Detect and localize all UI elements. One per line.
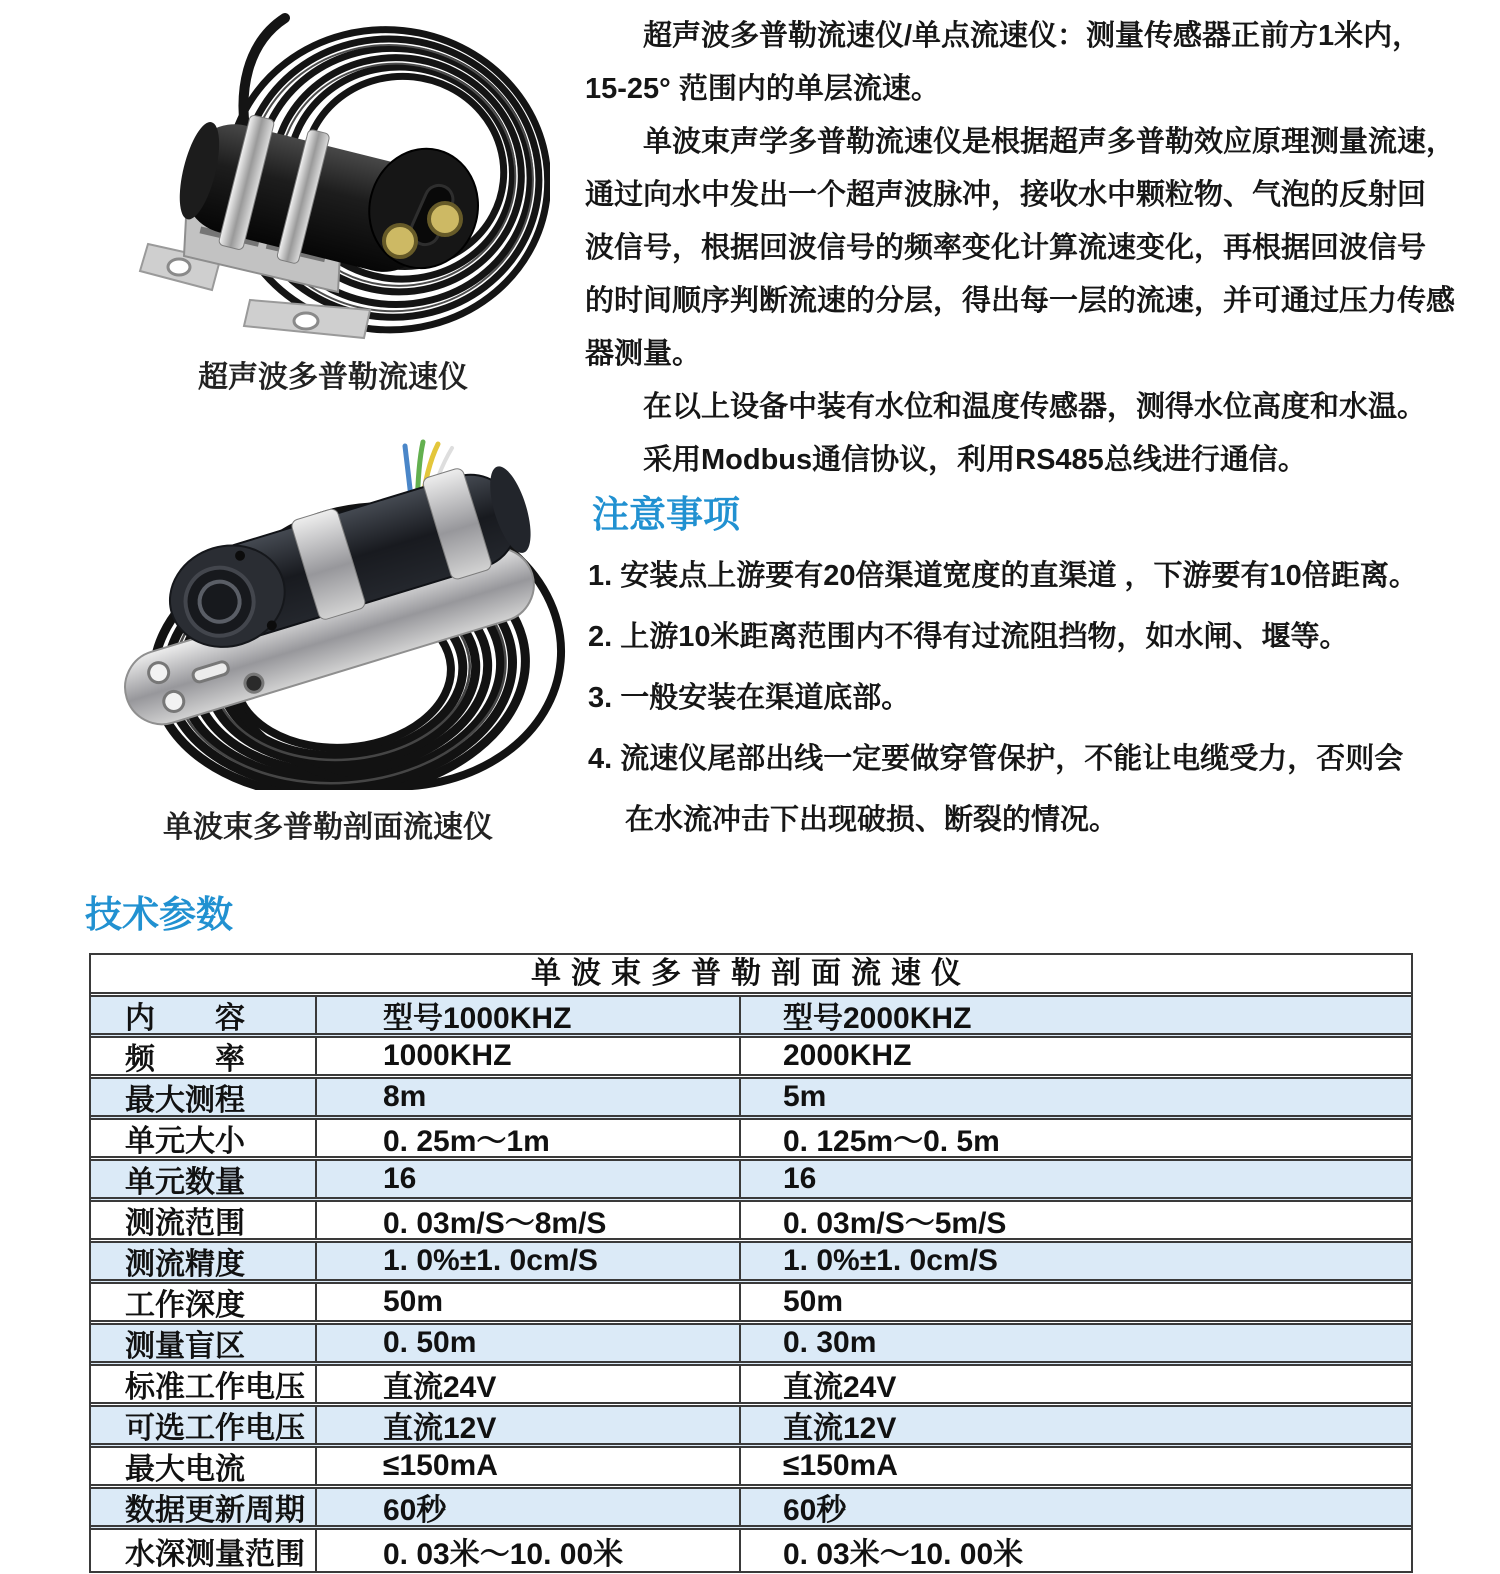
spec-cell: 标准工作电压	[91, 1366, 317, 1402]
spec-row	[91, 1120, 1411, 1161]
spec-cell: 60秒	[783, 1494, 847, 1527]
spec-row	[91, 1243, 1411, 1284]
precaution-item: 2. 上游10米距离范围内不得有过流阻挡物，如水闸、堰等。	[588, 621, 1349, 653]
profile-velocimeter-illustration	[88, 438, 570, 790]
spec-table-body	[91, 1038, 1411, 1571]
spec-cell: 1000KHZ	[317, 1038, 741, 1074]
spec-cell: 0. 03米～10. 00米	[317, 1530, 741, 1571]
precaution-item: 在水流冲击下出现破损、断裂的情况。	[588, 804, 1119, 836]
intro-line: 超声波多普勒流速仪/单点流速仪：测量传感器正前方1米内，	[585, 20, 1422, 52]
precaution-item: 4. 流速仪尾部出线一定要做穿管保护，不能让电缆受力，否则会	[588, 743, 1404, 775]
spec-cell: 测流精度	[91, 1243, 317, 1279]
spec-row	[91, 1325, 1411, 1366]
spec-cell: 直流12V	[317, 1407, 741, 1443]
spec-cell: 0. 125m～0. 5m	[783, 1125, 1000, 1158]
spec-cell: 直流24V	[783, 1371, 897, 1404]
intro-line: 采用Modbus通信协议，利用RS485总线进行通信。	[585, 444, 1307, 476]
profile-velocimeter-photo	[88, 438, 570, 790]
spec-row	[91, 1038, 1411, 1079]
spec-cell: 工作深度	[91, 1284, 317, 1320]
header-cell: 内 容	[91, 997, 317, 1033]
intro-line: 在以上设备中装有水位和温度传感器，测得水位高度和水温。	[585, 391, 1427, 423]
ultrasonic-doppler-velocimeter-photo	[100, 8, 550, 340]
tech-params-title: 技术参数	[85, 894, 233, 935]
spec-table-title: 单波束多普勒剖面流速仪	[91, 955, 1411, 997]
spec-cell: 1. 0%±1. 0cm/S	[317, 1243, 741, 1279]
spec-row	[91, 1407, 1411, 1448]
spec-cell: 数据更新周期	[91, 1489, 317, 1525]
photo2-caption: 单波束多普勒剖面流速仪	[163, 811, 493, 844]
spec-cell: 频 率	[91, 1038, 317, 1074]
spec-cell: 0. 03米～10. 00米	[783, 1537, 1024, 1571]
ultrasonic-doppler-velocimeter-illustration	[100, 8, 550, 340]
spec-row	[91, 1202, 1411, 1243]
precautions-title: 注意事项	[592, 494, 740, 535]
spec-row	[91, 1161, 1411, 1202]
spec-cell: 单元数量	[91, 1161, 317, 1197]
spec-row	[91, 1366, 1411, 1407]
precautions-list	[588, 546, 1488, 851]
spec-cell: 0. 30m	[783, 1326, 877, 1359]
spec-cell: 0. 50m	[317, 1325, 741, 1361]
spec-cell: 0. 25m～1m	[317, 1120, 741, 1156]
spec-table	[89, 953, 1413, 1573]
transducer-eye	[429, 203, 461, 235]
spec-cell: 直流24V	[317, 1366, 741, 1402]
intro-line: 单波束声学多普勒流速仪是根据超声多普勒效应原理测量流速，	[585, 126, 1456, 158]
spec-cell: 0. 03m/S～8m/S	[317, 1202, 741, 1238]
spec-cell: 5m	[783, 1080, 827, 1113]
spec-cell: 测流范围	[91, 1202, 317, 1238]
intro-line: 15-25° 范围内的单层流速。	[585, 73, 940, 105]
spec-cell: 测量盲区	[91, 1325, 317, 1361]
spec-cell: 60秒	[317, 1489, 741, 1525]
spec-table-header	[91, 997, 1411, 1038]
spec-cell: 0. 03m/S～5m/S	[783, 1207, 1007, 1240]
spec-cell: ≤150mA	[783, 1449, 898, 1482]
precaution-item: 3. 一般安装在渠道底部。	[588, 682, 911, 714]
transducer-eye	[384, 225, 416, 257]
spec-cell: 2000KHZ	[783, 1039, 912, 1072]
spec-cell: 16	[317, 1161, 741, 1197]
spec-row	[91, 1079, 1411, 1120]
spec-row	[91, 1284, 1411, 1325]
precaution-item: 1. 安装点上游要有20倍渠道宽度的直渠道 ，下游要有10倍距离。	[588, 560, 1418, 592]
spec-cell: 1. 0%±1. 0cm/S	[783, 1244, 998, 1277]
spec-cell: 50m	[783, 1285, 844, 1318]
header-cell: 型号1000KHZ	[317, 997, 741, 1033]
spec-cell: 16	[783, 1162, 817, 1195]
intro-line: 器测量。	[585, 338, 702, 370]
intro-line: 通过向水中发出一个超声波脉冲，接收水中颗粒物、气泡的反射回	[585, 179, 1427, 211]
intro-line: 波信号，根据回波信号的频率变化计算流速变化，再根据回波信号	[585, 232, 1427, 264]
spec-cell: 水深测量范围	[91, 1530, 317, 1571]
spec-cell: 直流12V	[783, 1412, 897, 1445]
spec-row	[91, 1530, 1411, 1571]
intro-line: 的时间顺序判断流速的分层，得出每一层的流速，并可通过压力传感	[585, 285, 1456, 317]
spec-row	[91, 1448, 1411, 1489]
header-cell: 型号2000KHZ	[783, 1002, 972, 1035]
spec-row	[91, 1489, 1411, 1530]
intro-paragraphs	[585, 10, 1480, 487]
spec-cell: 最大测程	[91, 1079, 317, 1115]
spec-cell: 8m	[317, 1079, 741, 1115]
spec-cell: 单元大小	[91, 1120, 317, 1156]
photo1-caption: 超声波多普勒流速仪	[198, 361, 468, 394]
spec-cell: 50m	[317, 1284, 741, 1320]
spec-cell: 最大电流	[91, 1448, 317, 1484]
spec-cell: 可选工作电压	[91, 1407, 317, 1443]
spec-cell: ≤150mA	[317, 1448, 741, 1484]
